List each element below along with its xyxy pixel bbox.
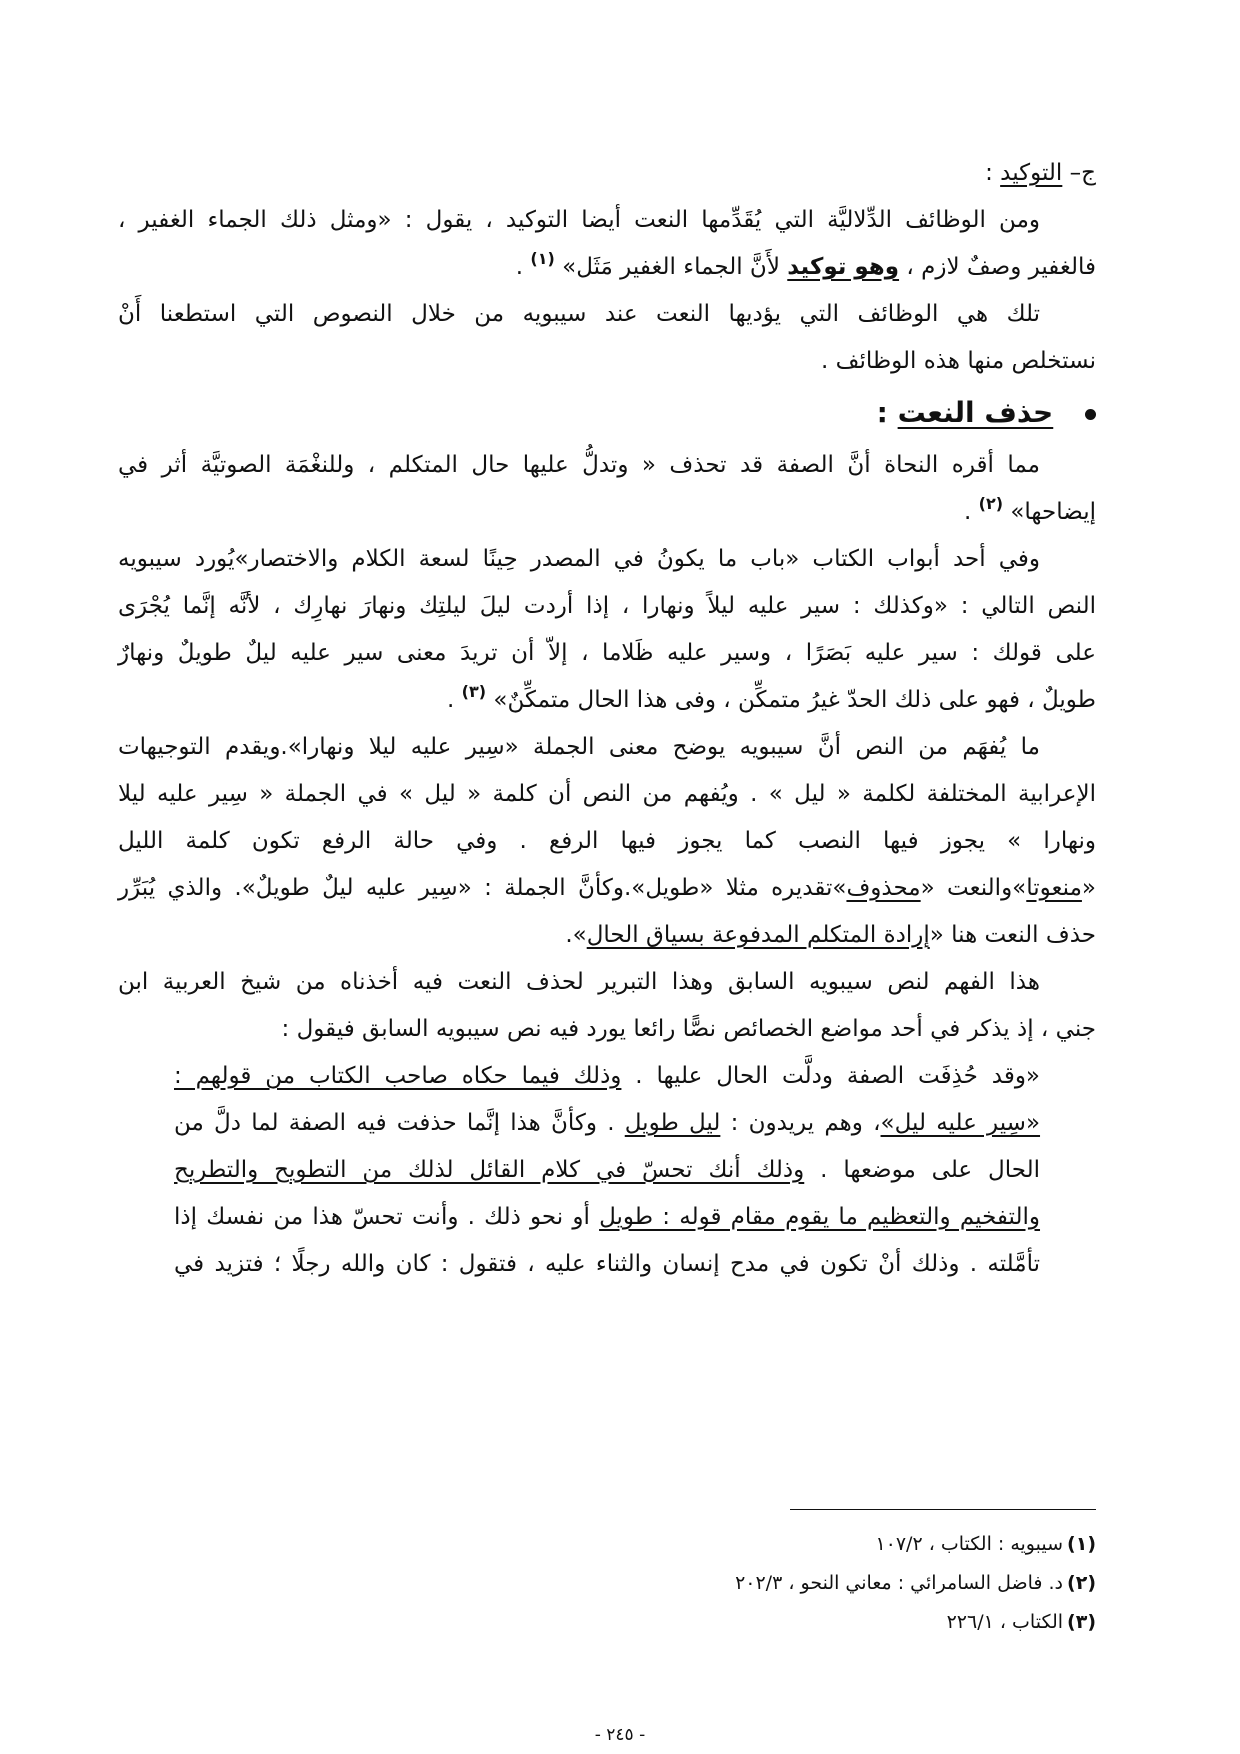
para5-line4-u1: منعوتا (1026, 875, 1082, 901)
footnote-1 (735, 1525, 1096, 1564)
quote-line5: تأمَّلته . وذلك أنْ تكون في مدح إنسان والثناء عليه ، فتقول : كان والله رجلًا ؛ فتزيد في (174, 1251, 1040, 1277)
para1-line2-a: فالغفير وصفٌ لازم ، (906, 254, 1096, 280)
footnote-number: (٣) (1067, 1611, 1096, 1633)
quote-line4 (174, 1194, 1040, 1241)
para4-line4 (118, 677, 1096, 724)
quote-line2 (174, 1100, 1040, 1147)
paragraph-6 (118, 959, 1096, 1053)
quote-line4-a: أو نحو ذلك . وأنت تحسّ هذا من نفسك إذا (174, 1204, 590, 1230)
para6-line1: هذا الفهم لنص سيبويه السابق وهذا التبرير لحذف النعت فيه أخذناه من شيخ العربية ابن (118, 969, 1040, 995)
footnotes (735, 1525, 1096, 1642)
para1-line1: ومن الوظائف الدِّلاليَّة التي يُقَدِّمها النعت أيضا التوكيد ، يقول : «ومثل ذلك الجماء الغفير ، (118, 207, 1040, 233)
quote-line2-b: . وكأنَّ هذا إنَّما حذفت فيه الصفة لما دلَّ من (174, 1110, 615, 1136)
quote-line1-u: وذلك فيما حكاه صاحب الكتاب من قولهم : (174, 1063, 622, 1089)
footnote-ref-2[interactable]: (٢) (978, 494, 1004, 513)
para3-line1: مما أقره النحاة أنَّ الصفة قد تحذف « وتدلُّ عليها حال المتكلم ، وللنغْمَة الصوتيَّة أثر في (118, 452, 1040, 478)
para5-line4-c: »تقديره مثلا «طويل».وكأنَّ الجملة : «سِير عليه ليلٌ طويلٌ». والذي يُبَرِّر (118, 875, 847, 901)
section-c-title (118, 150, 1096, 197)
para2-line1: تلك هي الوظائف التي يؤديها النعت عند سيبويه من خلال النصوص التي استطعنا أَنْ (118, 301, 1040, 327)
quote-line1-a: «وقد حُذِفَت الصفة ودلَّت الحال عليها . (635, 1063, 1041, 1089)
para4-line2: النص التالي : «وكذلك : سير عليه ليلاً ونهارا ، إذا أردت ليلَ ليلتِك ونهارَ نهارِك ، لأنَّه إنَّما يُجْرَى (118, 593, 1096, 619)
section-c-colon: : (985, 160, 993, 186)
para5-line5-a: حذف النعت هنا « (929, 922, 1096, 948)
paragraph-2 (118, 291, 1096, 385)
para5-line4-u2: محذوف (846, 875, 921, 901)
para5-line1: ما يُفهَم من النص أنَّ سيبويه يوضح معنى الجملة «سِير عليه ليلا ونهارا».ويقدم التوجيهات (118, 734, 1040, 760)
quote-line2-u2: ليل طويل (624, 1110, 721, 1136)
para1-emphasis: وهو توكيد (787, 254, 900, 280)
document-body (118, 150, 1096, 1288)
para4-line4-end: . (447, 687, 455, 713)
heading-colon: : (876, 396, 888, 429)
para4-line1: وفي أحد أبواب الكتاب «باب ما يكونُ في المصدر حِينًا لسعة الكلام والاختصار»يُورد سيبويه (118, 546, 1040, 572)
para1-line2 (118, 244, 1096, 291)
para5-line3: ونهارا » يجوز فيها النصب كما يجوز فيها الرفع . وفي حالة الرفع تكون كلمة الليل (118, 828, 1096, 854)
para5-line4-a: « (1081, 875, 1096, 901)
para1-line2-end: . (515, 254, 524, 280)
paragraph-3 (118, 442, 1096, 536)
footnote-number: (٢) (1067, 1572, 1096, 1594)
quote-line3-u: وذلك أنك تحسّ في كلام القائل لذلك من التطويح والتطريح (174, 1157, 805, 1183)
para6-line2: جني ، إذ يذكر في أحد مواضع الخصائص نصًّا رائعا يورد فيه نص سيبويه السابق فيقول : (281, 1016, 1096, 1042)
para3-line2-text: إيضاحها» (1010, 499, 1096, 525)
quote-line3 (174, 1147, 1040, 1194)
block-quote (174, 1053, 1096, 1288)
footnote-number: (١) (1067, 1533, 1096, 1555)
paragraph-1 (118, 197, 1096, 291)
para5-line5 (118, 912, 1096, 959)
quote-line4-u: والتفخيم والتعظيم ما يقوم مقام قوله : طويل (599, 1204, 1041, 1230)
quote-line1 (174, 1053, 1040, 1100)
quote-line2-a: ، وهم يريدون : (730, 1110, 881, 1136)
bullet-icon (1085, 409, 1096, 420)
paragraph-4 (118, 536, 1096, 724)
footnote-3 (735, 1603, 1096, 1642)
quote-line3-a: الحال على موضعها . (820, 1157, 1041, 1183)
heading-title: حذف النعت (897, 396, 1054, 429)
para5-line4-b: »والنعت « (920, 875, 1027, 901)
paragraph-5 (118, 724, 1096, 959)
footnote-divider (790, 1509, 1096, 1510)
para4-line4-text: طويلٌ ، فهو على ذلك الحدّ غيرُ متمكِّن ، وفى هذا الحال متمكِّنٌ» (493, 687, 1096, 713)
footnote-2 (735, 1564, 1096, 1603)
para2-line2: نستخلص منها هذه الوظائف . (821, 348, 1096, 374)
para3-line2-end: . (964, 499, 972, 525)
para1-line2-b: لأَنَّ الجماء الغفير مَثَل» (562, 254, 780, 280)
page-number: - ٢٤٥ - (594, 1725, 646, 1745)
footnote-ref-3[interactable]: (٣) (461, 682, 487, 701)
footnote-ref-1[interactable]: (١) (530, 249, 555, 268)
footnote-text: د. فاضل السامرائي : معاني النحو ، ٢٠٢/٣ (735, 1572, 1064, 1594)
section-c-prefix: ج– (1069, 160, 1096, 186)
section-heading (118, 389, 1096, 436)
para5-line2: الإعرابية المختلفة لكلمة « ليل » . ويُفهم من النص أن كلمة « ليل » في الجملة « سِير عليه ليلا (118, 781, 1096, 807)
quote-line2-u1: «سِير عليه ليل» (880, 1110, 1041, 1136)
footnote-text: الكتاب ، ٢٢٦/١ (946, 1611, 1064, 1633)
para5-line5-b: ». (565, 922, 587, 948)
section-c-title-text: التوكيد (1000, 160, 1063, 186)
para5-line5-u: إرادة المتكلم المدفوعة بسياق الحال (586, 922, 930, 948)
para5-line4 (118, 865, 1096, 912)
footnote-text: سيبويه : الكتاب ، ١٠٧/٢ (875, 1533, 1064, 1555)
para4-line3: على قولك : سير عليه بَصَرًا ، وسير عليه ظَلاما ، إلاّ أن تريدَ معنى سير عليه ليلٌ طويلٌ ونهارٌ (118, 640, 1096, 666)
para3-line2 (118, 489, 1096, 536)
